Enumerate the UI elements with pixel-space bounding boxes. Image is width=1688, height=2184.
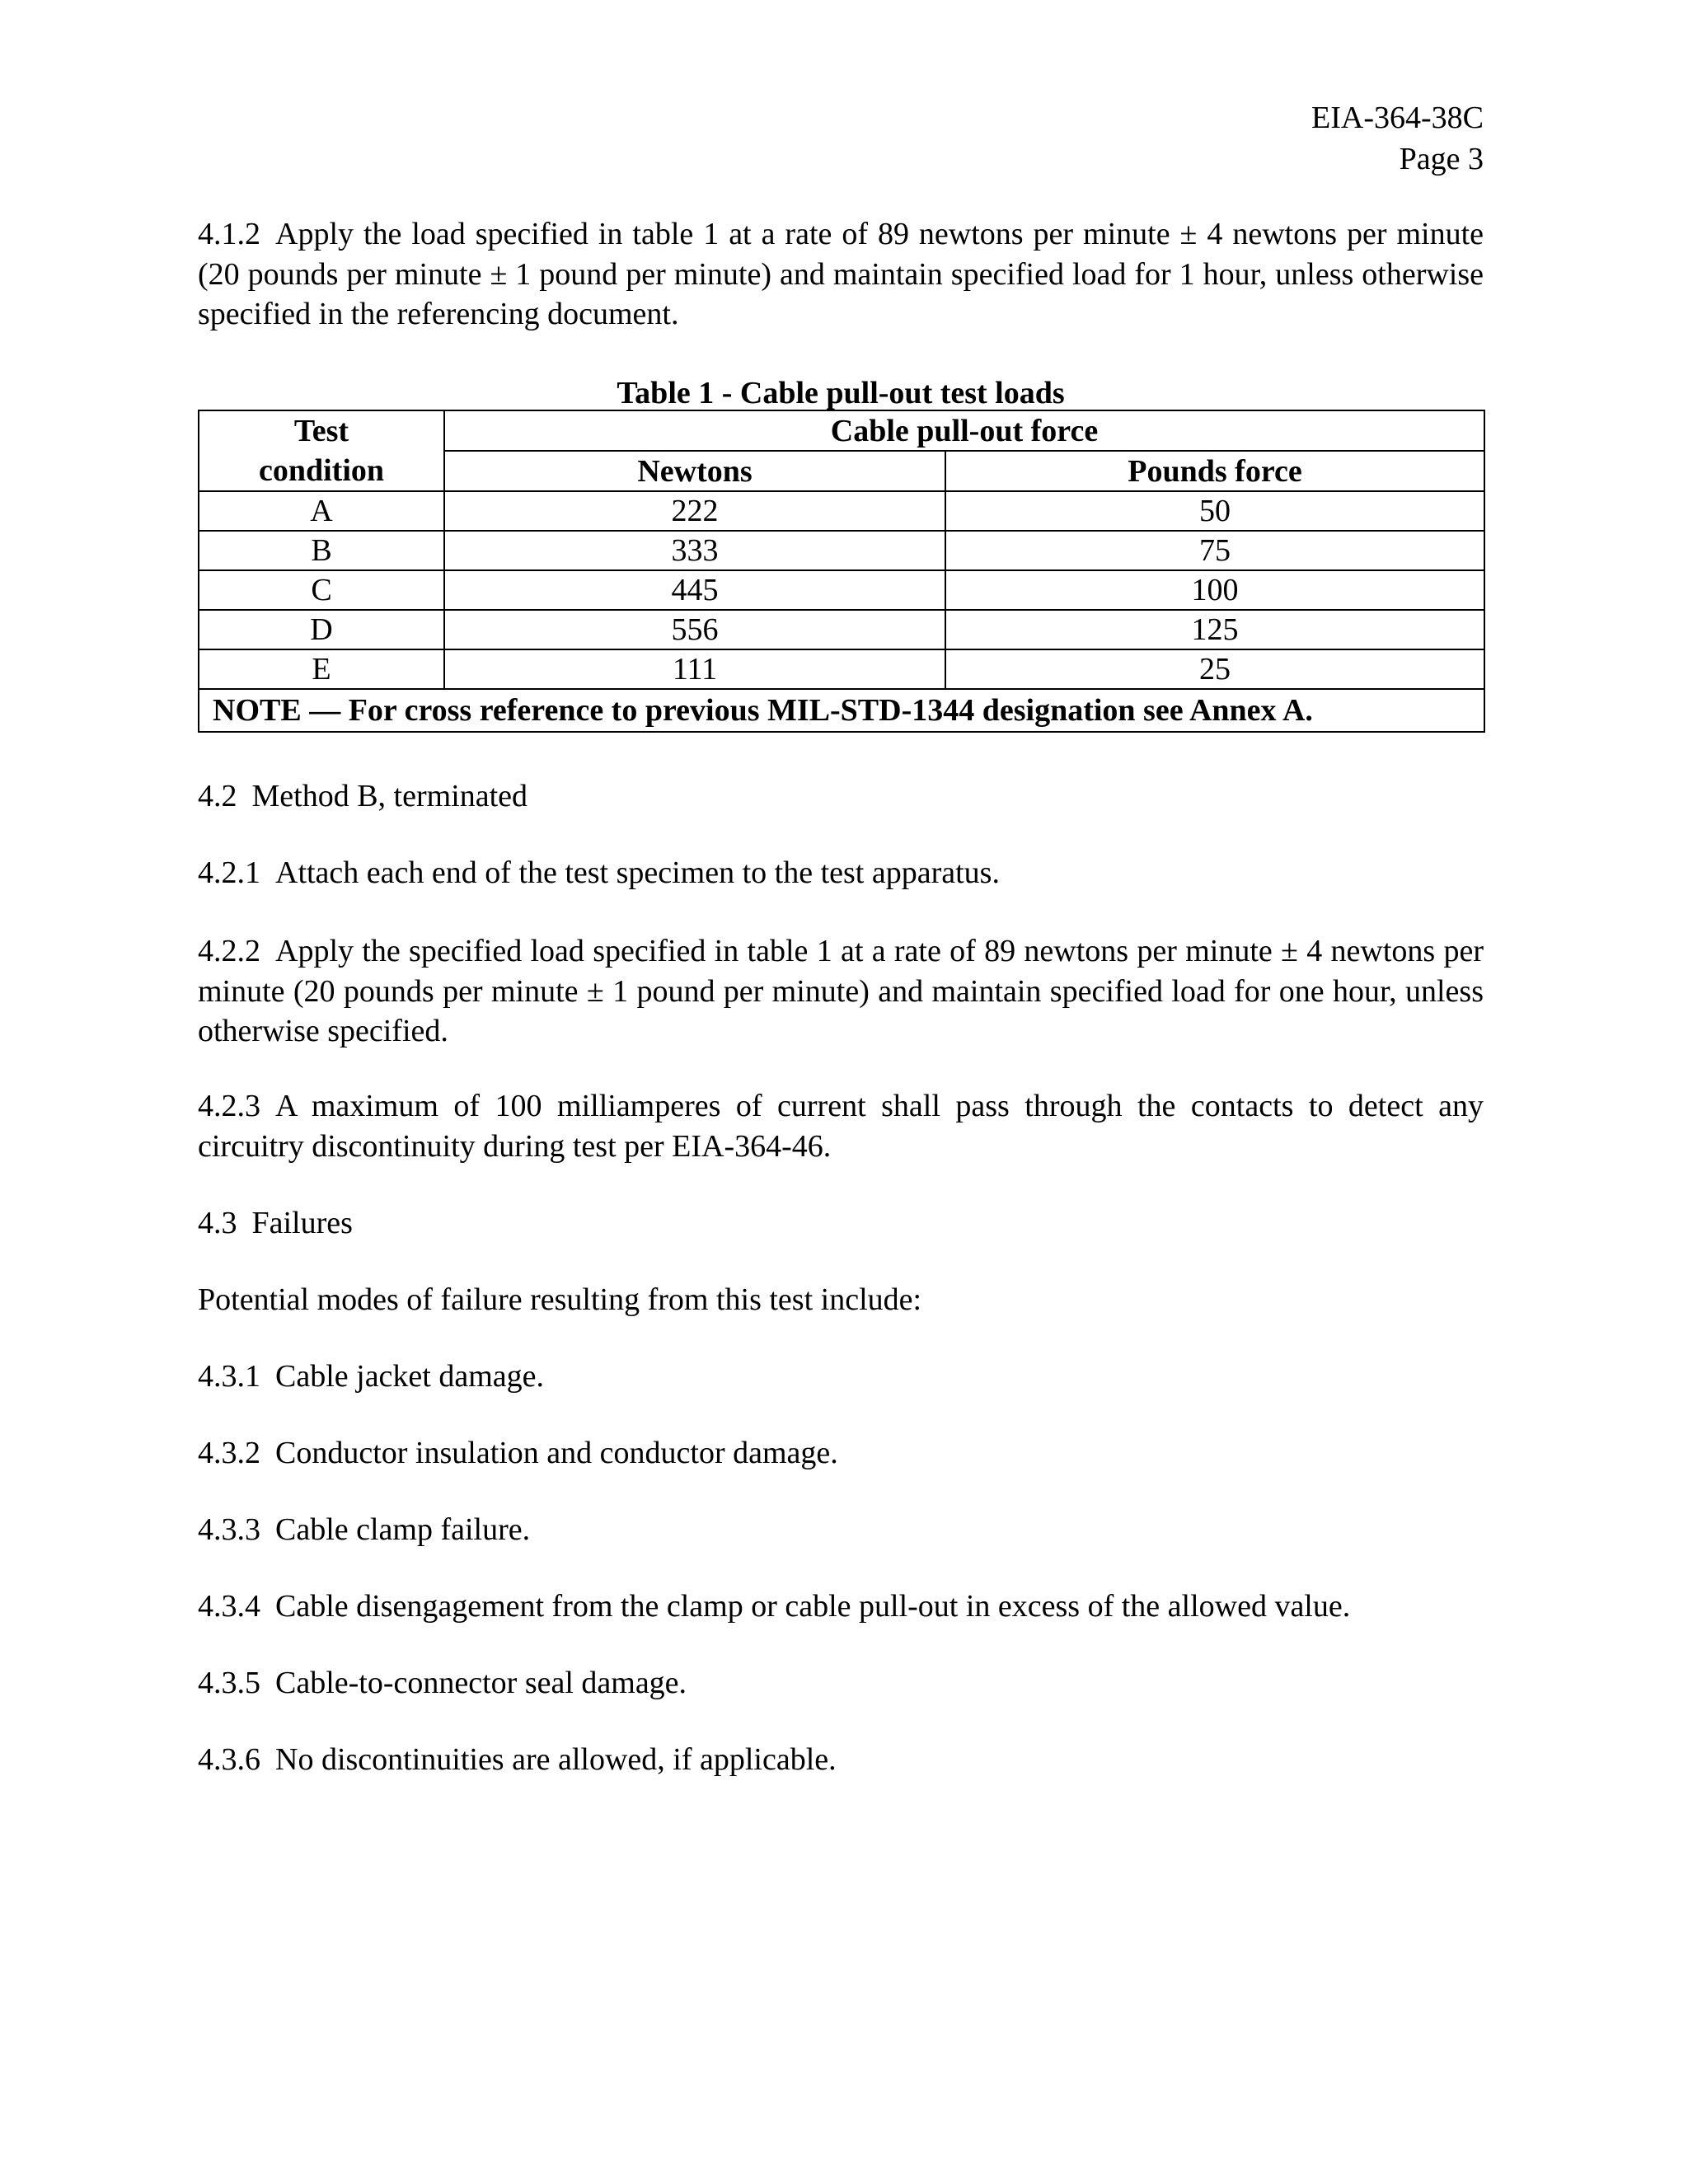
failures-intro: Potential modes of failure resulting from this test include: [198, 1282, 922, 1317]
section-text: Conductor insulation and conductor damage. [275, 1436, 838, 1470]
section-number: 4.3.4 [198, 1589, 260, 1624]
paragraph-4-2 [198, 776, 1484, 817]
header-test-condition-line2: condition [258, 453, 385, 488]
section-text: Cable-to-connector seal damage. [275, 1666, 687, 1700]
section-text: No discontinuities are allowed, if applicable. [275, 1742, 837, 1777]
table-header-row [199, 410, 1484, 451]
header-cable-pull-out-force: Cable pull-out force [444, 410, 1484, 451]
page-header [1311, 97, 1484, 180]
paragraph-4-3-1 [198, 1357, 1484, 1397]
table-row [199, 570, 1484, 610]
paragraph-4-2-1 [198, 853, 1484, 893]
cell-pounds: 50 [945, 491, 1484, 531]
section-text: Cable jacket damage. [275, 1359, 545, 1394]
paragraph-4-2-2 [198, 931, 1484, 1052]
header-test-condition-line1: Test [293, 414, 349, 448]
section-text: Apply the specified load specified in table 1 at a rate of 89 newtons per minute ± 4 newtons per minute (20 pounds per minute ± 1 pound per minute) and maintain specified load for one hour, unless otherwise specified. [198, 934, 1484, 1048]
section-text: Attach each end of the test specimen to the test apparatus. [275, 855, 1000, 890]
section-number: 4.1.2 [198, 217, 260, 251]
paragraph-4-3-4 [198, 1586, 1484, 1627]
cell-newtons: 556 [444, 610, 945, 649]
section-number: 4.3.2 [198, 1436, 260, 1470]
cell-condition: E [199, 649, 444, 689]
header-test-condition [199, 410, 444, 491]
paragraph-4-3 [198, 1203, 1484, 1244]
table-row [199, 531, 1484, 570]
header-pounds-force: Pounds force [945, 451, 1484, 491]
cell-newtons: 222 [444, 491, 945, 531]
cell-newtons: 333 [444, 531, 945, 570]
section-number: 4.2 [198, 779, 237, 813]
cell-condition: B [199, 531, 444, 570]
paragraph-4-3-5 [198, 1663, 1484, 1704]
header-newtons: Newtons [444, 451, 945, 491]
section-text: Method B, terminated [251, 779, 528, 813]
paragraph-4-2-3 [198, 1086, 1484, 1166]
section-text: Failures [251, 1206, 353, 1240]
section-number: 4.3.3 [198, 1512, 260, 1547]
table-caption: Table 1 - Cable pull-out test loads [617, 376, 1065, 410]
cell-condition: A [199, 491, 444, 531]
section-text: Apply the load specified in table 1 at a rate of 89 newtons per minute ± 4 newtons per minute (20 pounds per minute ± 1 pound per minute) and maintain specified load for 1 hour, unless otherwise specified in the referencing document. [198, 217, 1484, 331]
section-number: 4.3.1 [198, 1359, 260, 1394]
cell-pounds: 75 [945, 531, 1484, 570]
cell-pounds: 125 [945, 610, 1484, 649]
paragraph-4-3-6 [198, 1740, 1484, 1780]
section-number: 4.2.1 [198, 855, 260, 890]
table-row [199, 491, 1484, 531]
cell-condition: D [199, 610, 444, 649]
table-row [199, 649, 1484, 689]
section-number: 4.2.2 [198, 934, 260, 968]
paragraph-4-1-2 [198, 214, 1484, 335]
document-id: EIA-364-38C [1311, 101, 1484, 135]
section-number: 4.3.6 [198, 1742, 260, 1777]
section-text: A maximum of 100 milliamperes of current shall pass through the contacts to detect any circuitry discontinuity during test per EIA-364-46. [198, 1089, 1484, 1164]
page-number: Page 3 [1399, 142, 1484, 176]
cable-pull-out-table [198, 410, 1485, 733]
section-text: Cable disengagement from the clamp or cable pull-out in excess of the allowed value. [275, 1589, 1351, 1624]
table-row [199, 610, 1484, 649]
cell-newtons: 111 [444, 649, 945, 689]
cell-pounds: 100 [945, 570, 1484, 610]
cell-pounds: 25 [945, 649, 1484, 689]
table-note: NOTE — For cross reference to previous MIL-STD-1344 designation see Annex A. [199, 689, 1484, 732]
paragraph-4-3-3 [198, 1510, 1484, 1550]
section-number: 4.3.5 [198, 1666, 260, 1700]
section-number: 4.2.3 [198, 1089, 260, 1123]
cell-condition: C [199, 570, 444, 610]
paragraph-4-3-2 [198, 1433, 1484, 1474]
section-text: Cable clamp failure. [275, 1512, 531, 1547]
cell-newtons: 445 [444, 570, 945, 610]
table-note-row [199, 689, 1484, 732]
section-number: 4.3 [198, 1206, 237, 1240]
